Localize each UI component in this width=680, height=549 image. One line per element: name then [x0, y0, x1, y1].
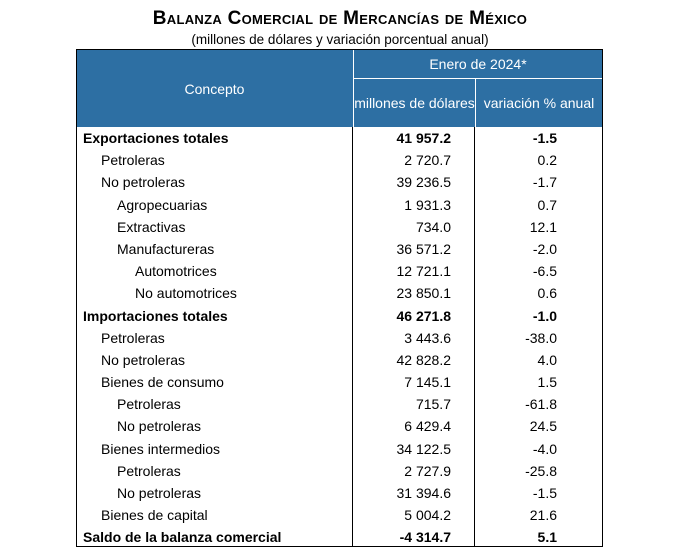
table-row [77, 349, 602, 371]
table-row [77, 327, 602, 349]
row-label: No automotrices [135, 285, 237, 302]
row-value-millions: 42 828.2 [396, 351, 451, 368]
table-body [77, 127, 602, 549]
row-value-millions: 3 443.6 [404, 329, 451, 346]
table-row [77, 504, 602, 526]
header-variation-label: variación % anual [483, 94, 595, 111]
row-label: Petroleras [117, 396, 181, 413]
row-value-millions: 6 429.4 [404, 418, 451, 435]
row-label: Petroleras [117, 462, 181, 479]
row-value-variation: 4.0 [537, 351, 557, 368]
table-row [77, 238, 602, 260]
row-value-variation: 0.7 [537, 196, 557, 213]
row-label: Bienes intermedios [101, 440, 221, 457]
table-row [77, 482, 602, 504]
row-value-millions: 39 236.5 [396, 174, 451, 191]
table-row [77, 149, 602, 171]
row-label: Petroleras [101, 152, 165, 169]
row-value-millions: 2 727.9 [404, 462, 451, 479]
row-value-millions: 36 571.2 [396, 240, 451, 257]
row-label: No petroleras [101, 174, 186, 191]
row-value-variation: -38.0 [525, 329, 557, 346]
row-label: Exportaciones totales [83, 130, 229, 146]
row-value-millions: 7 145.1 [404, 374, 451, 391]
row-value-millions: 2 720.7 [404, 152, 451, 169]
table-row [77, 127, 602, 149]
row-value-variation: -25.8 [525, 462, 557, 479]
table-row [77, 305, 602, 327]
row-value-variation: 12.1 [529, 218, 557, 235]
row-value-millions: 1 931.3 [404, 196, 451, 213]
header-millions-label: millones de dólares [354, 94, 475, 111]
row-value-millions: 23 850.1 [396, 285, 451, 302]
row-value-millions: 715.7 [415, 396, 451, 413]
row-value-millions: 41 957.2 [396, 130, 451, 146]
row-label: Automotrices [135, 263, 217, 280]
row-value-millions: 34 122.5 [396, 440, 451, 457]
row-label: Importaciones totales [83, 307, 228, 324]
row-value-millions: 734.0 [415, 218, 451, 235]
row-value-variation: -6.5 [532, 263, 557, 280]
row-label: No petroleras [117, 418, 202, 435]
row-value-variation: -61.8 [525, 396, 557, 413]
table-row [77, 415, 602, 437]
row-label: Petroleras [101, 329, 165, 346]
table-row [77, 393, 602, 415]
table-row [77, 194, 602, 216]
table-row [77, 260, 602, 282]
row-value-variation: 0.6 [537, 285, 557, 302]
table-row [77, 438, 602, 460]
row-label: Bienes de capital [101, 507, 208, 524]
row-value-variation: -2.0 [532, 240, 557, 257]
row-value-variation: -1.7 [532, 174, 557, 191]
row-label: No petroleras [101, 351, 186, 368]
row-value-variation: 21.6 [529, 507, 557, 524]
trade-balance-table [76, 49, 603, 547]
table-row [77, 216, 602, 238]
page-subtitle: (millones de dólares y variación porcentual anual) [191, 32, 489, 47]
row-value-variation: -1.0 [532, 307, 557, 324]
row-value-millions: 5 004.2 [404, 507, 451, 524]
row-value-variation: -1.5 [532, 485, 557, 501]
row-value-millions: 12 721.1 [396, 263, 451, 280]
table-row [77, 526, 602, 548]
header-period: Enero de 2024* [353, 50, 602, 79]
row-value-variation: 5.1 [537, 529, 557, 546]
table-header [77, 50, 602, 127]
row-value-variation: 24.5 [529, 418, 557, 435]
row-value-variation: 1.5 [537, 374, 557, 391]
row-label: Bienes de consumo [101, 374, 224, 391]
table-row [77, 460, 602, 482]
row-label: Agropecuarias [117, 196, 208, 213]
row-value-variation: -1.5 [532, 130, 557, 146]
table-row [77, 371, 602, 393]
row-label: No petroleras [117, 485, 202, 501]
row-label: Manufactureras [117, 240, 215, 257]
table-row [77, 171, 602, 193]
table-row [77, 282, 602, 304]
header-concept: Concepto [184, 80, 245, 97]
header-millions [353, 79, 475, 127]
row-value-millions: 31 394.6 [396, 485, 451, 501]
row-label: Saldo de la balanza comercial [83, 529, 282, 546]
row-value-variation: 0.2 [537, 152, 557, 169]
row-value-variation: -4.0 [532, 440, 557, 457]
row-label: Extractivas [117, 218, 186, 235]
header-variation [475, 79, 602, 127]
row-value-millions: 46 271.8 [396, 307, 451, 324]
row-value-millions: -4 314.7 [399, 529, 451, 546]
page-title: Balanza Comercial de Mercancías de México [152, 8, 528, 29]
